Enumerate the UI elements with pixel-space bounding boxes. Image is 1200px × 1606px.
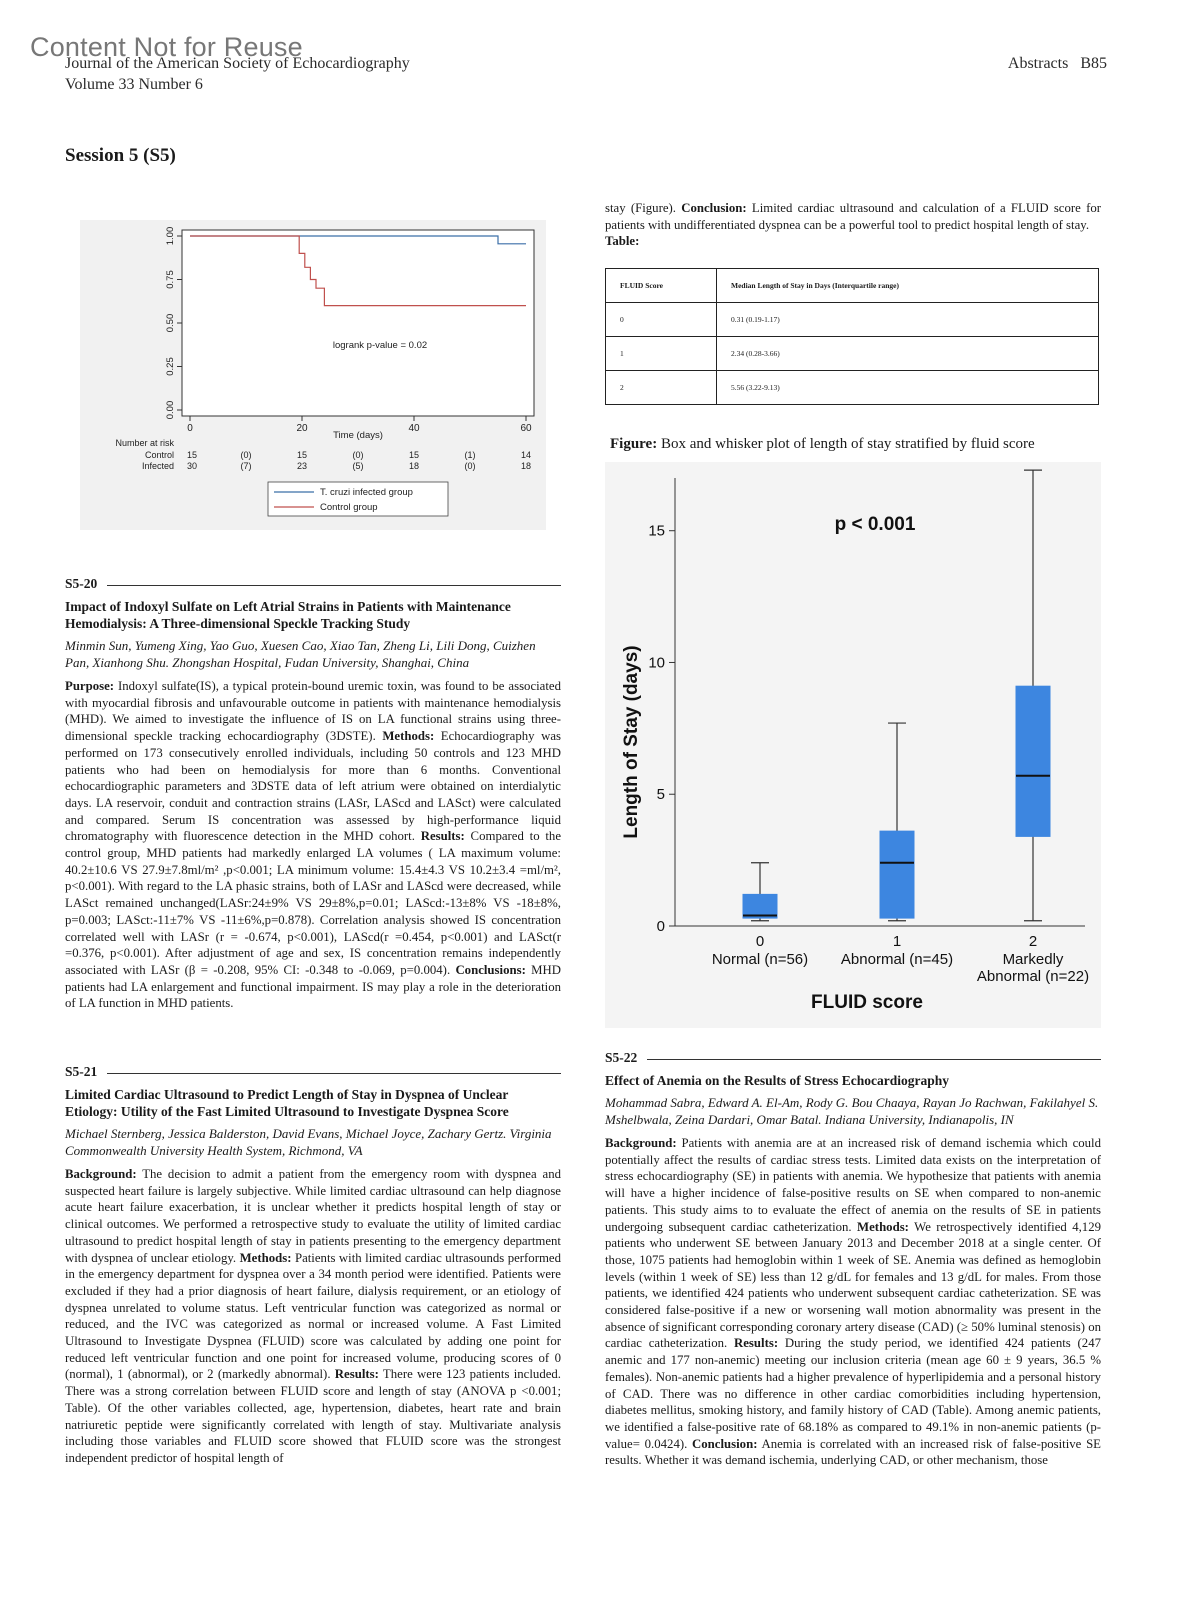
table-label: Table:: [605, 234, 640, 249]
x-tick-label: 40: [408, 423, 420, 434]
abstract-authors: Mohammad Sabra, Edward A. El-Am, Rody G. Bou Chaaya, Rayan Jo Rachwan, Fakilahyel S. Mshelbwala, Zeina Dardari, Omar Batal. Indiana University, Indianapolis, IN: [605, 1095, 1099, 1127]
y-tick-label: 5: [656, 786, 665, 804]
risk-table-cell: 18: [408, 461, 420, 471]
y-tick-label: 0.25: [165, 357, 176, 376]
table-cell: 1: [606, 337, 717, 371]
risk-table-cell: (0): [352, 450, 364, 460]
risk-table-cell: 15: [186, 450, 198, 460]
section-label: Abstracts: [1007, 55, 1069, 72]
table-cell: 2: [606, 371, 717, 405]
figure-caption-text: Box and whisker plot of length of stay stratified by fluid score: [657, 436, 1035, 452]
y-tick-label: 0.00: [165, 400, 176, 420]
category-label-line2: Abnormal (n=22): [976, 968, 1090, 985]
table-cell: 0.31 (0.19-1.17): [717, 303, 1099, 337]
results-text: Compared to the control group, MHD patients had markedly enlarged LA volumes ( LA maximum volume: 40.2±10.6 VS 27.9±7.8ml/m² ,p<0.001; LA minimum volume: 15.4±4.3 VS 10.2±3.4 =ml/m², p<0.001). With regard to the LA phasic strains, both of LASr and LAScd were decreased, while LASct remained unchanged(LASr:24±9% VS 29±8%,p=0.01; LAScd:-13±8% VS -18±8%, p=0.003; LASct:-11±7% VS -11±6%,p=0.878). Correlation analysis showed IS concentration correlated well with LASr (r = -0.674, p<0.001), LAScd(r =0.454, p<0.001) and LASct(r =0.376, p<0.001). After adjustment of age and sex, IS concentration remains independently associated with LASr (β = -0.208, 95% CI: -0.348 to -0.069, p=0.004).: [65, 829, 561, 977]
box: [1016, 686, 1050, 836]
abstract-id: S5-21: [65, 1064, 98, 1079]
risk-table-cell: 14: [520, 450, 532, 460]
risk-table-row-label: Infected: [141, 461, 174, 471]
abstract-id: S5-20: [65, 576, 98, 591]
x-tick-label: 60: [520, 423, 532, 434]
y-axis-label: Length of Stay (days): [621, 645, 642, 839]
y-tick-label: 0: [656, 918, 665, 935]
risk-table-title: Number at risk: [115, 438, 174, 448]
abstract-title: Impact of Indoxyl Sulfate on Left Atrial Strains in Patients with Maintenance Hemodialysis: A Three-dimensional Speckle Tracking Study: [65, 599, 511, 631]
category-code: 2: [1028, 933, 1038, 950]
conclusion-label: Conclusion:: [692, 1436, 758, 1451]
journal-volume: Volume 33 Number 6: [65, 76, 203, 93]
box-figure: [605, 462, 1101, 1028]
continued-text: stay (Figure).: [605, 201, 682, 215]
conclusion-label: Conclusion:: [681, 201, 747, 215]
table-row: [606, 371, 1099, 405]
abstract-s5-20: [65, 576, 561, 1012]
km-chart: [80, 220, 546, 530]
results-label: Results:: [334, 1367, 379, 1382]
table-header-cell: FLUID Score: [606, 269, 717, 303]
y-tick-label: 0.75: [165, 270, 176, 289]
purpose-text: Indoxyl sulfate(IS), a typical protein-bound uremic toxin, was found to be associated with myocardial fibrosis and unfavourable outcome in patients with maintenance hemodialysis (MHD). We aimed to investigate the influence of IS on LA functional strains using three-dimensional speckle tracking echocardiography (3DSTE).: [65, 679, 561, 744]
table-cell: 0: [606, 303, 717, 337]
km-figure: [80, 220, 546, 530]
divider: [107, 1073, 561, 1074]
divider: [647, 1059, 1101, 1060]
methods-text: We retrospectively identified 4,129 patients who underwent SE between January 2013 and December 2018 at a single center. Of those, 1075 patients had hemoglobin within 1 week of SE. Anemia was defined as hemoglobin levels (within 1 week of SE) less than 12 g/dL for females and 13 g/dL for males. From those patients, we identified 424 patients who underwent subsequent cardiac catheterization. SE was considered false-positive if a new or worsening wall motion abnormality was present in the absence of significant corresponding coronary artery disease (CAD) (≥ 50% luminal stenosis) on cardiac catheterization.: [605, 1219, 1102, 1351]
abstract-body: [65, 1166, 561, 1467]
abstract-authors: Michael Sternberg, Jessica Balderston, David Evans, Michael Joyce, Zachary Gertz. Virginia Commonwealth University Health System, Richmond, VA: [65, 1126, 552, 1158]
risk-table-cell: 23: [296, 461, 308, 471]
methods-label: Methods:: [382, 729, 435, 744]
logrank-annotation: logrank p-value = 0.02: [332, 340, 428, 351]
table-row: [606, 337, 1099, 371]
abstract-s5-21: [65, 1064, 561, 1467]
page-header-right: [1008, 54, 1107, 74]
x-axis-label: Time (days): [333, 430, 383, 441]
y-tick-label: 0.50: [165, 313, 176, 333]
abstract-id-row: [65, 1064, 561, 1080]
results-text: There were 123 patients included. There was a strong correlation between FLUID score and length of stay (ANOVA p <0.001; Table). Of the other variables collected, age, hypertension, diabetes, heart rate and brain natriuretic peptide were significantly correlated with length of stay. Multivariate analysis including those variables and FLUID score showed that FLUID score was the strongest independent predictor of hospital length of: [65, 1367, 561, 1465]
category-label: Abnormal (n=45): [840, 951, 954, 968]
methods-text: Patients with limited cardiac ultrasounds performed in the emergency department for dyspnea over a 34 month period were identified. Patients were excluded if they had a prior diagnosis of heart failure, dialysis requirement, or an etiology of dyspnea unrelated to volume status. Left ventricular function was categorized as normal or reduced, and the IVC was categorized as normal or increased volume. A Fast Limited Ultrasound to Investigate Dyspnea (FLUID) score was calculated by adding one point for reduced left ventricular function and one point for increased volume, producing scores of 0 (normal), 1 (abnormal), or 2 (markedly abnormal).: [65, 1250, 561, 1382]
category-code: 1: [892, 933, 902, 950]
legend-label: T. cruzi infected group: [320, 487, 413, 498]
abstract-body: [65, 678, 561, 1012]
table-header-row: [606, 269, 1099, 303]
conclusion-text: Anemia is correlated with an increased risk of false-positive SE results. Whether it was demand ischemia, underlying CAD, or other mechanism, those: [605, 1436, 1101, 1468]
p-value-annotation: p < 0.001: [834, 514, 916, 535]
table-cell: 2.34 (0.28-3.66): [717, 337, 1099, 371]
risk-table-cell: (5): [352, 461, 364, 471]
conclusions-label: Conclusions:: [455, 962, 526, 977]
abstract-body: [605, 1135, 1101, 1469]
y-tick-label: 15: [648, 522, 665, 540]
category-label: Markedly: [1002, 951, 1064, 968]
risk-table-cell: (7): [240, 461, 252, 471]
risk-table-cell: 15: [296, 450, 308, 460]
table-row: [606, 303, 1099, 337]
background-text: The decision to admit a patient from the emergency room with dyspnea and suspected heart failure is largely subjective. While limited cardiac ultrasound can help diagnose acute heart failure exacerbation, it is unclear whether it predicts hospital length of stay or clinical outcomes. We performed a retrospective study to evaluate the utility of limited cardiac ultrasound to predict hospital length of stay in patients presenting to the emergency department with dyspnea of unclear etiology.: [65, 1167, 561, 1265]
abstract-authors: Minmin Sun, Yumeng Xing, Yao Guo, Xuesen Cao, Xiao Tan, Zheng Li, Lili Dong, Cuizhen Pan, Xianhong Shu. Zhongshan Hospital, Fudan University, Shanghai, China: [65, 638, 536, 670]
table-cell: 5.56 (3.22-9.13): [717, 371, 1099, 405]
methods-label: Methods:: [857, 1219, 909, 1234]
y-tick-label: 1.00: [165, 226, 176, 246]
page-number: B85: [1080, 55, 1107, 72]
y-tick-label: 10: [648, 654, 665, 672]
background-label: Background:: [65, 1167, 137, 1181]
risk-table-row-label: Control: [144, 450, 174, 460]
figure-caption: [610, 436, 1035, 453]
divider: [107, 585, 561, 586]
risk-table-cell: 18: [520, 461, 532, 471]
figure-caption-label: Figure:: [610, 436, 658, 452]
risk-table-cell: 30: [186, 461, 198, 471]
abstract-s5-22: [605, 1050, 1101, 1469]
risk-table-cell: 15: [408, 450, 420, 460]
conclusion-text: Limited cardiac ultrasound and calculation of a FLUID score for patients with undifferentiated dyspnea can be a powerful tool to predict hospital length of stay.: [605, 201, 1101, 232]
box-chart: [605, 462, 1101, 1028]
legend-label: Control group: [320, 502, 378, 513]
x-tick-label: 0: [187, 423, 193, 434]
methods-label: Methods:: [239, 1250, 292, 1265]
methods-text: Echocardiography was performed on 173 consecutively enrolled individuals, including 50 controls and 123 MHD patients who had been on hemodialysis for more than 6 months. Conventional echocardiographic parameters and 3DSTE data of left atrium were obtained on interdialytic days. LA reservoir, conduit and contraction strains (LASr, LAScd and LASct) were calculated and compared. Serum IS concentration was assessed by high-performance liquid chromatography with fluorescence detection in the MHD cohort.: [65, 729, 561, 844]
abstract-id-row: [605, 1050, 1101, 1066]
conclusions-text: MHD patients had LA enlargement and functional impairment. IS may play a role in the deterioration of LA function in MHD patients.: [65, 962, 561, 1011]
abstract-body-continued: [605, 200, 1101, 233]
category-label: Normal (n=56): [711, 951, 809, 968]
risk-table-cell: (1): [464, 450, 476, 460]
results-label: Results:: [420, 829, 465, 844]
abstract-id-row: [65, 576, 561, 592]
x-axis-label: FLUID score: [811, 992, 923, 1013]
abstract-title: Effect of Anemia on the Results of Stress Echocardiography: [605, 1073, 949, 1088]
abstract-id: S5-22: [605, 1050, 638, 1065]
results-text: During the study period, we identified 424 patients (247 anemic and 177 non-anemic) meeting our inclusion criteria (mean age 60 ± 9 years, 36.5 % females). Non-anemic patients had a higher prevalence of hyperlipidemia and a personal history of CAD. There was no difference in other cardiac comorbidities including hypertension, diabetes mellitus, smoking history, and family history of CAD (Table). Among anemic patients, we identified a false-positive rate of 68.18% as compared to 49.1% in non-anemic patients (p-value= 0.0424).: [605, 1336, 1101, 1451]
background-label: Background:: [605, 1136, 677, 1150]
background-text: Patients with anemia are at an increased risk of demand ischemia which could potentially affect the results of cardiac stress tests. Limited data exists on the interpretation of stress echocardiography (SE) in patients with anemia. We hypothesize that patients with anemia will have a higher incidence of false-positive results on SE when compared to non-anemic patients. This study aims to to evaluate the effect of anemia on the results of SE in patients undergoing subsequent cardiac catheterization.: [605, 1136, 1101, 1234]
category-code: 0: [755, 933, 765, 950]
table-header-cell: Median Length of Stay in Days (Interquartile range): [717, 269, 1099, 303]
session-title: Session 5 (S5): [65, 145, 176, 166]
watermark: Content Not for Reuse: [30, 32, 303, 62]
x-tick-label: 20: [296, 423, 308, 434]
risk-table-cell: (0): [464, 461, 476, 471]
plot-frame: [182, 230, 534, 416]
abstract-title: Limited Cardiac Ultrasound to Predict Length of Stay in Dyspnea of Unclear Etiology: Utility of the Fast Limited Ultrasound to Investigate Dyspnea Score: [65, 1087, 509, 1119]
purpose-label: Purpose:: [65, 679, 115, 693]
abstract-s5-21-continued: [605, 200, 1101, 250]
journal-name: Journal of the American Society of Echocardiography: [65, 55, 410, 72]
results-label: Results:: [734, 1336, 779, 1351]
box: [880, 831, 914, 918]
risk-table-cell: (0): [240, 450, 252, 460]
fluid-table: [605, 268, 1099, 405]
